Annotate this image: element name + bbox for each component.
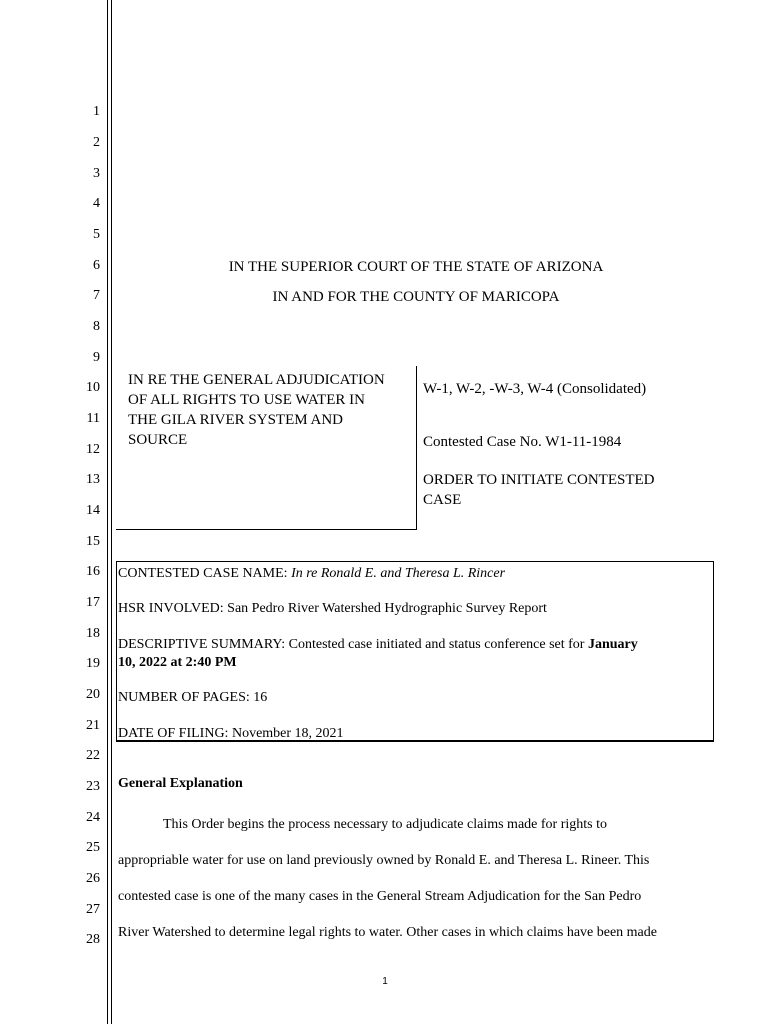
consolidated-docket: W-1, W-2, -W-3, W-4 (Consolidated)	[423, 381, 647, 397]
section-heading: General Explanation	[118, 776, 243, 791]
caption-line: THE GILA RIVER SYSTEM AND	[128, 412, 344, 428]
line-number: 2	[93, 135, 100, 150]
line-number: 1	[93, 104, 100, 119]
number-of-pages	[118, 689, 267, 706]
hsr-value: San Pedro River Watershed Hydrographic Survey Report	[227, 601, 547, 616]
descriptive-summary-line-2	[118, 654, 237, 671]
desc-date-part-1: January	[587, 637, 638, 652]
line-number: 25	[86, 840, 100, 855]
case-name-value: In re Ronald E. and Theresa L. Rincer	[291, 566, 506, 581]
desc-date-part-2: 10, 2022 at 2:40 PM	[118, 655, 237, 670]
order-title-line-2: CASE	[423, 492, 462, 508]
hsr-label: HSR INVOLVED:	[118, 601, 228, 616]
court-title-line-1: IN THE SUPERIOR COURT OF THE STATE OF ARIZONA	[228, 259, 604, 275]
date-of-filing	[118, 725, 344, 742]
line-number: 3	[93, 166, 100, 181]
left-margin-rule-outer	[107, 0, 108, 1024]
case-name-label: CONTESTED CASE NAME:	[118, 566, 292, 581]
line-number: 6	[93, 258, 100, 273]
desc-label: DESCRIPTIVE SUMMARY:	[118, 637, 289, 652]
line-number: 24	[86, 810, 100, 825]
line-number: 7	[93, 288, 100, 303]
line-number: 9	[93, 350, 100, 365]
body-text-line: appropriable water for use on land previously owned by Ronald E. and Theresa L. Rineer. This	[118, 853, 650, 868]
court-title-line-2: IN AND FOR THE COUNTY OF MARICOPA	[272, 289, 560, 305]
hsr-involved	[118, 600, 547, 617]
line-number: 21	[86, 718, 100, 733]
line-number: 22	[86, 748, 100, 763]
line-number: 10	[86, 380, 100, 395]
page-number: 1	[382, 976, 388, 987]
line-number: 20	[86, 687, 100, 702]
filing-value: November 18, 2021	[231, 726, 344, 741]
descriptive-summary	[118, 636, 638, 653]
line-number: 26	[86, 871, 100, 886]
caption-line: IN RE THE GENERAL ADJUDICATION	[128, 372, 385, 388]
caption-line: OF ALL RIGHTS TO USE WATER IN	[128, 392, 365, 408]
line-number: 11	[86, 411, 100, 426]
pages-value: 16	[253, 690, 268, 705]
order-title-line-1: ORDER TO INITIATE CONTESTED	[423, 472, 655, 488]
case-caption	[128, 370, 385, 450]
line-number: 23	[86, 779, 100, 794]
contested-case-number: Contested Case No. W1-11-1984	[423, 434, 622, 450]
line-number: 4	[93, 196, 100, 211]
line-number: 14	[86, 503, 100, 518]
line-number: 18	[86, 626, 100, 641]
line-number: 13	[86, 472, 100, 487]
desc-value: Contested case initiated and status conference set for	[288, 637, 588, 652]
filing-label: DATE OF FILING:	[118, 726, 232, 741]
pages-label: NUMBER OF PAGES:	[118, 690, 254, 705]
line-number: 28	[86, 932, 100, 947]
line-number: 17	[86, 595, 100, 610]
body-text-line: This Order begins the process necessary to adjudicate claims made for rights to	[163, 817, 607, 832]
body-text-line: River Watershed to determine legal rights to water. Other cases in which claims have been made	[118, 925, 657, 940]
line-number: 5	[93, 227, 100, 242]
line-number: 15	[86, 534, 100, 549]
line-number: 19	[86, 656, 100, 671]
left-margin-rule-inner	[111, 0, 112, 1024]
caption-line: SOURCE	[128, 432, 188, 448]
contested-case-name	[118, 565, 505, 582]
line-number: 12	[86, 442, 100, 457]
line-number: 8	[93, 319, 100, 334]
body-text-line: contested case is one of the many cases in the General Stream Adjudication for the San Pedro	[118, 889, 642, 904]
line-number: 16	[86, 564, 100, 579]
line-number: 27	[86, 902, 100, 917]
